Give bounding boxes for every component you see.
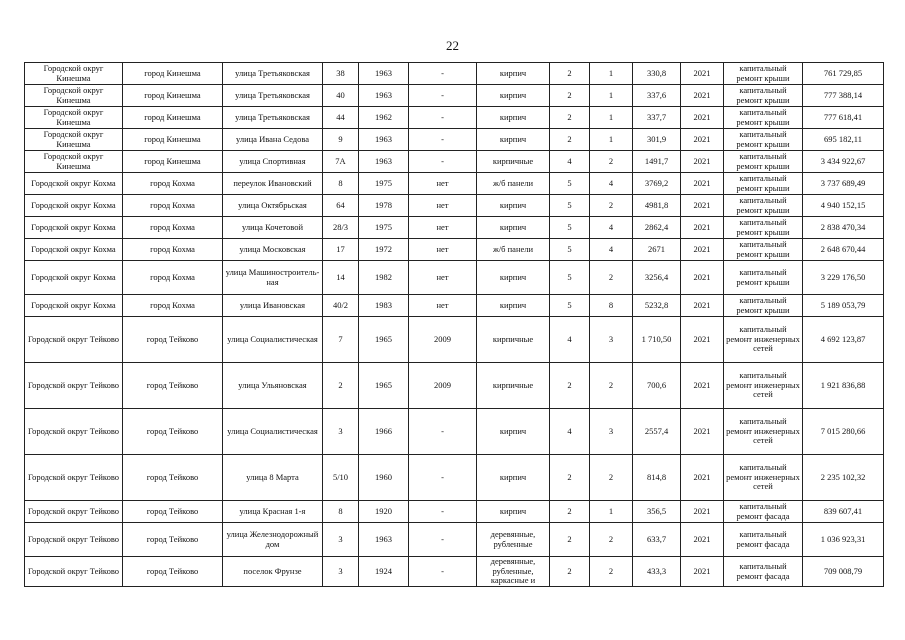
table-row (25, 63, 884, 85)
work-type-cell: капитальный ремонт фасада (724, 501, 803, 523)
wall-material-cell: деревянные, рубленные (477, 523, 550, 557)
wall-material-cell: ж/б панели (477, 239, 550, 261)
house-number-cell: 7 (323, 317, 359, 363)
district-cell: Городской округ Тейково (25, 501, 123, 523)
floors-cell: 2 (550, 85, 590, 107)
table-row (25, 295, 884, 317)
renovation-year-cell: нет (409, 195, 477, 217)
entrances-cell: 3 (590, 317, 633, 363)
plan-year-cell: 2021 (681, 363, 724, 409)
area-cell: 337,6 (633, 85, 681, 107)
plan-year-cell: 2021 (681, 261, 724, 295)
district-cell: Городской округ Кохма (25, 261, 123, 295)
cost-cell: 7 015 280,66 (803, 409, 884, 455)
wall-material-cell: деревянные, рубленные, каркасные и (477, 557, 550, 587)
construction-year-cell: 1965 (359, 363, 409, 409)
construction-year-cell: 1960 (359, 455, 409, 501)
house-number-cell: 40/2 (323, 295, 359, 317)
floors-cell: 5 (550, 217, 590, 239)
area-cell: 356,5 (633, 501, 681, 523)
city-cell: город Тейково (123, 409, 223, 455)
table-row (25, 151, 884, 173)
wall-material-cell: кирпич (477, 501, 550, 523)
district-cell: Городской округ Кохма (25, 217, 123, 239)
cost-cell: 777 618,41 (803, 107, 884, 129)
renovation-year-cell: - (409, 409, 477, 455)
wall-material-cell: кирпич (477, 85, 550, 107)
table-row (25, 409, 884, 455)
construction-year-cell: 1963 (359, 63, 409, 85)
entrances-cell: 2 (590, 151, 633, 173)
house-number-cell: 2 (323, 363, 359, 409)
wall-material-cell: кирпич (477, 195, 550, 217)
entrances-cell: 2 (590, 557, 633, 587)
table-row (25, 217, 884, 239)
city-cell: город Тейково (123, 317, 223, 363)
renovation-year-cell: - (409, 85, 477, 107)
plan-year-cell: 2021 (681, 501, 724, 523)
house-number-cell: 3 (323, 409, 359, 455)
construction-year-cell: 1982 (359, 261, 409, 295)
area-cell: 814,8 (633, 455, 681, 501)
house-number-cell: 3 (323, 523, 359, 557)
floors-cell: 2 (550, 455, 590, 501)
cost-cell: 2 235 102,32 (803, 455, 884, 501)
work-type-cell: капитальный ремонт инженерных сетей (724, 409, 803, 455)
wall-material-cell: кирпич (477, 129, 550, 151)
construction-year-cell: 1978 (359, 195, 409, 217)
table-body (25, 63, 884, 587)
cost-cell: 761 729,85 (803, 63, 884, 85)
area-cell: 337,7 (633, 107, 681, 129)
floors-cell: 5 (550, 261, 590, 295)
table-row (25, 455, 884, 501)
work-type-cell: капитальный ремонт фасада (724, 523, 803, 557)
area-cell: 3256,4 (633, 261, 681, 295)
house-number-cell: 17 (323, 239, 359, 261)
entrances-cell: 4 (590, 173, 633, 195)
area-cell: 3769,2 (633, 173, 681, 195)
floors-cell: 2 (550, 129, 590, 151)
cost-cell: 1 921 836,88 (803, 363, 884, 409)
work-type-cell: капитальный ремонт крыши (724, 85, 803, 107)
floors-cell: 2 (550, 557, 590, 587)
wall-material-cell: кирпич (477, 261, 550, 295)
street-cell: улица Социалистическая (223, 317, 323, 363)
plan-year-cell: 2021 (681, 239, 724, 261)
housing-repair-table (24, 62, 884, 587)
house-number-cell: 3 (323, 557, 359, 587)
area-cell: 5232,8 (633, 295, 681, 317)
cost-cell: 4 940 152,15 (803, 195, 884, 217)
wall-material-cell: ж/б панели (477, 173, 550, 195)
entrances-cell: 2 (590, 523, 633, 557)
district-cell: Городской округ Тейково (25, 363, 123, 409)
entrances-cell: 4 (590, 217, 633, 239)
floors-cell: 2 (550, 501, 590, 523)
table-row (25, 317, 884, 363)
renovation-year-cell: нет (409, 261, 477, 295)
table-row (25, 85, 884, 107)
area-cell: 1 710,50 (633, 317, 681, 363)
wall-material-cell: кирпич (477, 409, 550, 455)
entrances-cell: 3 (590, 409, 633, 455)
plan-year-cell: 2021 (681, 409, 724, 455)
plan-year-cell: 2021 (681, 63, 724, 85)
plan-year-cell: 2021 (681, 151, 724, 173)
district-cell: Городской округ Кинешма (25, 63, 123, 85)
district-cell: Городской округ Тейково (25, 523, 123, 557)
city-cell: город Кинешма (123, 107, 223, 129)
cost-cell: 3 434 922,67 (803, 151, 884, 173)
floors-cell: 4 (550, 151, 590, 173)
entrances-cell: 2 (590, 455, 633, 501)
work-type-cell: капитальный ремонт инженерных сетей (724, 363, 803, 409)
plan-year-cell: 2021 (681, 85, 724, 107)
construction-year-cell: 1962 (359, 107, 409, 129)
street-cell: улица Социалистическая (223, 409, 323, 455)
street-cell: улица Железнодорожный дом (223, 523, 323, 557)
work-type-cell: капитальный ремонт крыши (724, 295, 803, 317)
table-row (25, 195, 884, 217)
floors-cell: 2 (550, 523, 590, 557)
work-type-cell: капитальный ремонт крыши (724, 107, 803, 129)
renovation-year-cell: - (409, 523, 477, 557)
renovation-year-cell: 2009 (409, 317, 477, 363)
plan-year-cell: 2021 (681, 317, 724, 363)
area-cell: 4981,8 (633, 195, 681, 217)
construction-year-cell: 1920 (359, 501, 409, 523)
house-number-cell: 28/3 (323, 217, 359, 239)
floors-cell: 5 (550, 239, 590, 261)
wall-material-cell: кирпич (477, 455, 550, 501)
work-type-cell: капитальный ремонт крыши (724, 151, 803, 173)
work-type-cell: капитальный ремонт инженерных сетей (724, 317, 803, 363)
area-cell: 633,7 (633, 523, 681, 557)
table-row (25, 239, 884, 261)
table-row (25, 363, 884, 409)
cost-cell: 2 648 670,44 (803, 239, 884, 261)
street-cell: улица Спортивная (223, 151, 323, 173)
floors-cell: 2 (550, 107, 590, 129)
construction-year-cell: 1963 (359, 85, 409, 107)
floors-cell: 4 (550, 317, 590, 363)
district-cell: Городской округ Кинешма (25, 107, 123, 129)
city-cell: город Кохма (123, 239, 223, 261)
city-cell: город Тейково (123, 455, 223, 501)
house-number-cell: 8 (323, 173, 359, 195)
city-cell: город Тейково (123, 557, 223, 587)
renovation-year-cell: - (409, 107, 477, 129)
area-cell: 330,8 (633, 63, 681, 85)
renovation-year-cell: - (409, 557, 477, 587)
cost-cell: 695 182,11 (803, 129, 884, 151)
work-type-cell: капитальный ремонт крыши (724, 217, 803, 239)
construction-year-cell: 1924 (359, 557, 409, 587)
city-cell: город Кинешма (123, 85, 223, 107)
district-cell: Городской округ Кинешма (25, 85, 123, 107)
renovation-year-cell: - (409, 129, 477, 151)
house-number-cell: 38 (323, 63, 359, 85)
city-cell: город Тейково (123, 523, 223, 557)
work-type-cell: капитальный ремонт инженерных сетей (724, 455, 803, 501)
cost-cell: 1 036 923,31 (803, 523, 884, 557)
house-number-cell: 44 (323, 107, 359, 129)
district-cell: Городской округ Кохма (25, 239, 123, 261)
district-cell: Городской округ Кохма (25, 173, 123, 195)
renovation-year-cell: нет (409, 295, 477, 317)
area-cell: 2671 (633, 239, 681, 261)
renovation-year-cell: - (409, 151, 477, 173)
renovation-year-cell: 2009 (409, 363, 477, 409)
plan-year-cell: 2021 (681, 295, 724, 317)
entrances-cell: 2 (590, 195, 633, 217)
construction-year-cell: 1966 (359, 409, 409, 455)
area-cell: 301,9 (633, 129, 681, 151)
district-cell: Городской округ Кинешма (25, 151, 123, 173)
work-type-cell: капитальный ремонт фасада (724, 557, 803, 587)
city-cell: город Кохма (123, 295, 223, 317)
street-cell: улица Третьяковская (223, 107, 323, 129)
cost-cell: 5 189 053,79 (803, 295, 884, 317)
entrances-cell: 8 (590, 295, 633, 317)
floors-cell: 5 (550, 195, 590, 217)
plan-year-cell: 2021 (681, 195, 724, 217)
table-row (25, 261, 884, 295)
renovation-year-cell: нет (409, 217, 477, 239)
floors-cell: 5 (550, 295, 590, 317)
city-cell: город Кинешма (123, 129, 223, 151)
house-number-cell: 8 (323, 501, 359, 523)
area-cell: 2557,4 (633, 409, 681, 455)
page-number: 22 (446, 38, 459, 53)
entrances-cell: 2 (590, 261, 633, 295)
work-type-cell: капитальный ремонт крыши (724, 173, 803, 195)
cost-cell: 4 692 123,87 (803, 317, 884, 363)
plan-year-cell: 2021 (681, 107, 724, 129)
construction-year-cell: 1975 (359, 173, 409, 195)
plan-year-cell: 2021 (681, 455, 724, 501)
construction-year-cell: 1975 (359, 217, 409, 239)
house-number-cell: 9 (323, 129, 359, 151)
table-row (25, 173, 884, 195)
street-cell: улица Московская (223, 239, 323, 261)
table-row (25, 107, 884, 129)
city-cell: город Тейково (123, 501, 223, 523)
plan-year-cell: 2021 (681, 173, 724, 195)
entrances-cell: 1 (590, 501, 633, 523)
street-cell: улица Ульяновская (223, 363, 323, 409)
district-cell: Городской округ Кохма (25, 195, 123, 217)
city-cell: город Кохма (123, 173, 223, 195)
district-cell: Городской округ Кохма (25, 295, 123, 317)
street-cell: улица Машиностроитель-ная (223, 261, 323, 295)
area-cell: 700,6 (633, 363, 681, 409)
area-cell: 2862,4 (633, 217, 681, 239)
floors-cell: 4 (550, 409, 590, 455)
house-number-cell: 5/10 (323, 455, 359, 501)
street-cell: улица 8 Марта (223, 455, 323, 501)
plan-year-cell: 2021 (681, 217, 724, 239)
work-type-cell: капитальный ремонт крыши (724, 129, 803, 151)
construction-year-cell: 1965 (359, 317, 409, 363)
street-cell: улица Третьяковская (223, 63, 323, 85)
renovation-year-cell: нет (409, 173, 477, 195)
city-cell: город Кохма (123, 195, 223, 217)
plan-year-cell: 2021 (681, 129, 724, 151)
street-cell: улица Третьяковская (223, 85, 323, 107)
cost-cell: 3 737 689,49 (803, 173, 884, 195)
cost-cell: 777 388,14 (803, 85, 884, 107)
city-cell: город Кинешма (123, 63, 223, 85)
street-cell: поселок Фрунзе (223, 557, 323, 587)
work-type-cell: капитальный ремонт крыши (724, 261, 803, 295)
district-cell: Городской округ Тейково (25, 317, 123, 363)
cost-cell: 3 229 176,50 (803, 261, 884, 295)
wall-material-cell: кирпич (477, 217, 550, 239)
plan-year-cell: 2021 (681, 557, 724, 587)
city-cell: город Кохма (123, 217, 223, 239)
city-cell: город Кохма (123, 261, 223, 295)
entrances-cell: 1 (590, 85, 633, 107)
wall-material-cell: кирпичные (477, 317, 550, 363)
house-number-cell: 64 (323, 195, 359, 217)
work-type-cell: капитальный ремонт крыши (724, 239, 803, 261)
renovation-year-cell: нет (409, 239, 477, 261)
floors-cell: 5 (550, 173, 590, 195)
cost-cell: 709 008,79 (803, 557, 884, 587)
area-cell: 1491,7 (633, 151, 681, 173)
street-cell: улица Ивана Седова (223, 129, 323, 151)
entrances-cell: 1 (590, 107, 633, 129)
house-number-cell: 40 (323, 85, 359, 107)
entrances-cell: 4 (590, 239, 633, 261)
construction-year-cell: 1963 (359, 523, 409, 557)
district-cell: Городской округ Тейково (25, 409, 123, 455)
work-type-cell: капитальный ремонт крыши (724, 63, 803, 85)
entrances-cell: 1 (590, 63, 633, 85)
floors-cell: 2 (550, 63, 590, 85)
wall-material-cell: кирпичные (477, 363, 550, 409)
house-number-cell: 7А (323, 151, 359, 173)
street-cell: переулок Ивановский (223, 173, 323, 195)
construction-year-cell: 1972 (359, 239, 409, 261)
entrances-cell: 2 (590, 363, 633, 409)
table-row (25, 501, 884, 523)
city-cell: город Кинешма (123, 151, 223, 173)
entrances-cell: 1 (590, 129, 633, 151)
area-cell: 433,3 (633, 557, 681, 587)
wall-material-cell: кирпич (477, 295, 550, 317)
street-cell: улица Ивановская (223, 295, 323, 317)
table-row (25, 557, 884, 587)
cost-cell: 839 607,41 (803, 501, 884, 523)
wall-material-cell: кирпич (477, 63, 550, 85)
plan-year-cell: 2021 (681, 523, 724, 557)
construction-year-cell: 1983 (359, 295, 409, 317)
work-type-cell: капитальный ремонт крыши (724, 195, 803, 217)
renovation-year-cell: - (409, 501, 477, 523)
street-cell: улица Кочетовой (223, 217, 323, 239)
renovation-year-cell: - (409, 455, 477, 501)
district-cell: Городской округ Кинешма (25, 129, 123, 151)
cost-cell: 2 838 470,34 (803, 217, 884, 239)
floors-cell: 2 (550, 363, 590, 409)
district-cell: Городской округ Тейково (25, 455, 123, 501)
street-cell: улица Октябрьская (223, 195, 323, 217)
city-cell: город Тейково (123, 363, 223, 409)
wall-material-cell: кирпич (477, 107, 550, 129)
house-number-cell: 14 (323, 261, 359, 295)
street-cell: улица Красная 1-я (223, 501, 323, 523)
table-row (25, 129, 884, 151)
table-row (25, 523, 884, 557)
wall-material-cell: кирпичные (477, 151, 550, 173)
construction-year-cell: 1963 (359, 129, 409, 151)
construction-year-cell: 1963 (359, 151, 409, 173)
district-cell: Городской округ Тейково (25, 557, 123, 587)
renovation-year-cell: - (409, 63, 477, 85)
